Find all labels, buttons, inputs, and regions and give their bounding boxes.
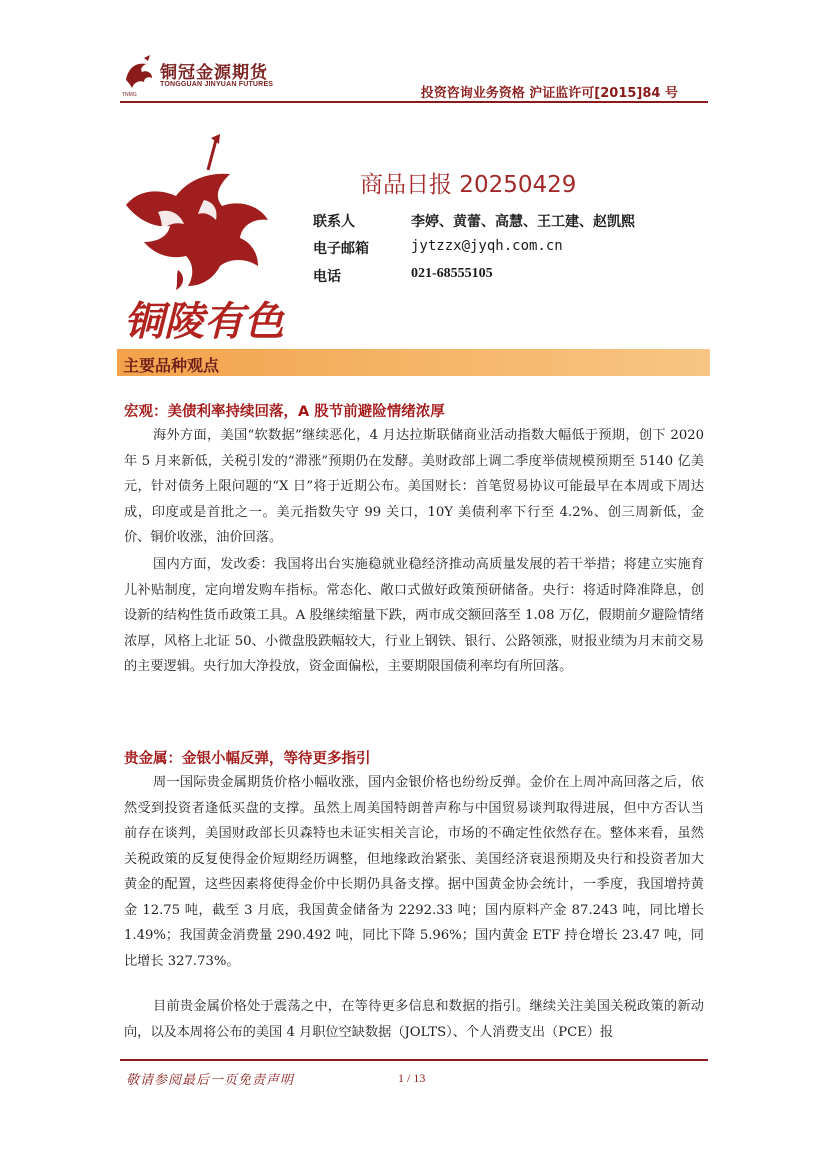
footer-divider [120, 1059, 708, 1061]
report-title: 商品日报 20250429 [360, 172, 577, 198]
tongling-emblem-icon [118, 130, 293, 350]
license-text: 投资咨询业务资格 沪证监许可[2015]84 号 [420, 86, 678, 101]
email-value[interactable]: jytzzx@jyqh.com.cn [411, 238, 563, 254]
section-bar [117, 349, 710, 376]
metals-heading: 贵金属：金银小幅反弹，等待更多指引 [124, 751, 371, 767]
metals-paragraph-2: 目前贵金属价格处于震荡之中，在等待更多信息和数据的指引。继续关注美国关税政策的新动向，以及本周将公布的美国 4 月职位空缺数据（JOLTS）、个人消费支出（PCE）报 [124, 999, 704, 1040]
footer-disclaimer: 敬请参阅最后一页免责声明 [126, 1073, 295, 1088]
section-title: 主要品种观点 [123, 356, 220, 375]
metals-paragraph-1: 周一国际贵金属期货价格小幅收涨，国内金银价格也纷纷反弹。金价在上周冲高回落之后，依然受到投资者逢低买盘的支撑。虽然上周美国特朗普声称与中国贸易谈判取得进展，但中方否认当前存在谈判，美国财政部长贝森特也未证实相关言论，市场的不确定性依然存在。整体来看，虽然关税政策的反复使得金价短期经历调整，但地缘政治紧张、美国经济衰退预期及央行和投资者加大黄金的配置，这些因素将使得金价中长期仍具备支撑。据中国黄金协会统计，一季度，我国增持黄金 12.75 吨，截至 3 月底，我国黄金储备为 2292.33 吨；国内原料产金 87.243 吨，同比增长 1.49%；我国黄金消费量 290.492 吨，同比下降 5.96%；国内黄金 ETF 持仓增长 23.47 吨，同比增长 327.73%。 [124, 775, 704, 969]
company-abbr: TNMG [122, 92, 137, 98]
macro-heading: 宏观：美债利率持续回落，A 股节前避险情绪浓厚 [124, 404, 445, 420]
contact-label: 联系人 [313, 214, 355, 230]
phone-value: 021-68555105 [411, 266, 493, 281]
page-number: 1 / 13 [398, 1071, 426, 1085]
email-label: 电子邮箱 [313, 241, 369, 257]
phone-label: 电话 [313, 269, 341, 285]
contact-value: 李婷、黄蕾、高慧、王工建、赵凯熙 [411, 214, 635, 230]
macro-paragraph-1: 海外方面，美国“软数据”继续恶化，4 月达拉斯联储商业活动指数大幅低于预期，创下 2020 年 5 月来新低，关税引发的“滞涨”预期仍在发酵。美财政部上调二季度举债规模预期至 5140 亿美元，针对债务上限问题的“X 日”将于近期公布。美国财长：首笔贸易协议可能最早在本周或下周达成，印度或是首批之一。美元指数失守 99 关口，10Y 美债利率下行至 4.2%、创三周新低，金价、铜价收涨，油价回落。 [124, 428, 704, 545]
emblem-calligraphy: 铜陵有色 [124, 298, 284, 345]
company-name-cn: 铜冠金源期货 [160, 63, 268, 83]
company-logo-icon [122, 54, 158, 94]
macro-paragraph-2: 国内方面，发改委：我国将出台实施稳就业稳经济推动高质量发展的若干举措；将建立实施育儿补贴制度，定向增发购车指标。常态化、敞口式做好政策预研储备。央行：将适时降准降息，创设新的结构性货币政策工具。A 股继续缩量下跌，两市成交额回落至 1.08 万亿，假期前夕避险情绪浓厚，风格上北证 50、小微盘股跌幅较大，行业上钢铁、银行、公路领涨，财报业绩为月末前交易的主要逻辑。央行加大净投放，资金面偏松，主要期限国债利率均有所回落。 [124, 557, 704, 674]
company-name-en: TONGGUAN JINYUAN FUTURES [160, 81, 274, 88]
header-divider [120, 101, 708, 103]
